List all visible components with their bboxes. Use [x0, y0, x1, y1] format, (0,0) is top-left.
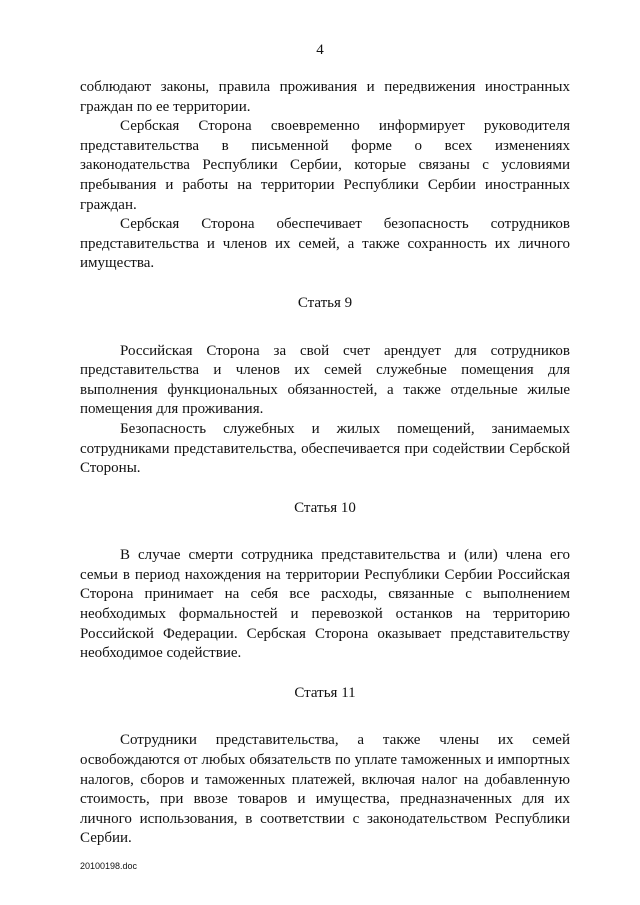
paragraph: Сербская Сторона своевременно информирует руководителя представительства в письменной форме о всех изменениях законодательства Республики Сербии, которые связаны с условиями пребывания и работы на территории Республики Сербии иностранных граждан.	[80, 118, 570, 213]
paragraph: Сербская Сторона обеспечивает безопасность сотрудников представительства и членов их семей, а также сохранность их личного имущества.	[80, 216, 570, 272]
page-number: 4	[316, 42, 324, 58]
paragraph: В случае смерти сотрудника представительства и (или) члена его семьи в период нахождения на территории Республики Сербии Российская Сторона принимает на себя все расходы, связанные с выполнением необходимых формальностей и перевозкой останков на территорию Российской Федерации. Сербская Сторона оказывает представительству необходимое содействие.	[80, 547, 570, 662]
article-9-heading: Статья 9	[297, 294, 353, 311]
paragraph: Российская Сторона за свой счет арендует для сотрудников представительства и членов их семей служебные помещения для выполнения функциональных обязанностей, а также отдельные жилые помещения для проживания.	[80, 342, 570, 418]
paragraph: соблюдают законы, правила проживания и передвижения иностранных граждан по ее территории.	[80, 79, 570, 115]
article-10-heading: Статья 10	[294, 499, 356, 516]
article-11-heading: Статья 11	[294, 684, 356, 701]
file-name-footer: 20100198.doc	[80, 861, 138, 871]
document-body	[80, 78, 570, 849]
paragraph: Безопасность служебных и жилых помещений, занимаемых сотрудниками представительства, обеспечивается при содействии Сербской Стороны.	[80, 420, 570, 477]
paragraph: Сотрудники представительства, а также члены их семей освобождаются от любых обязательств по уплате таможенных и импортных налогов, сборов и таможенных платежей, включая налог на добавленную стоимость, при ввозе товаров и имущества, предназначенных для их личного использования, в соответствии с законодательством Республики Сербии.	[80, 732, 570, 847]
